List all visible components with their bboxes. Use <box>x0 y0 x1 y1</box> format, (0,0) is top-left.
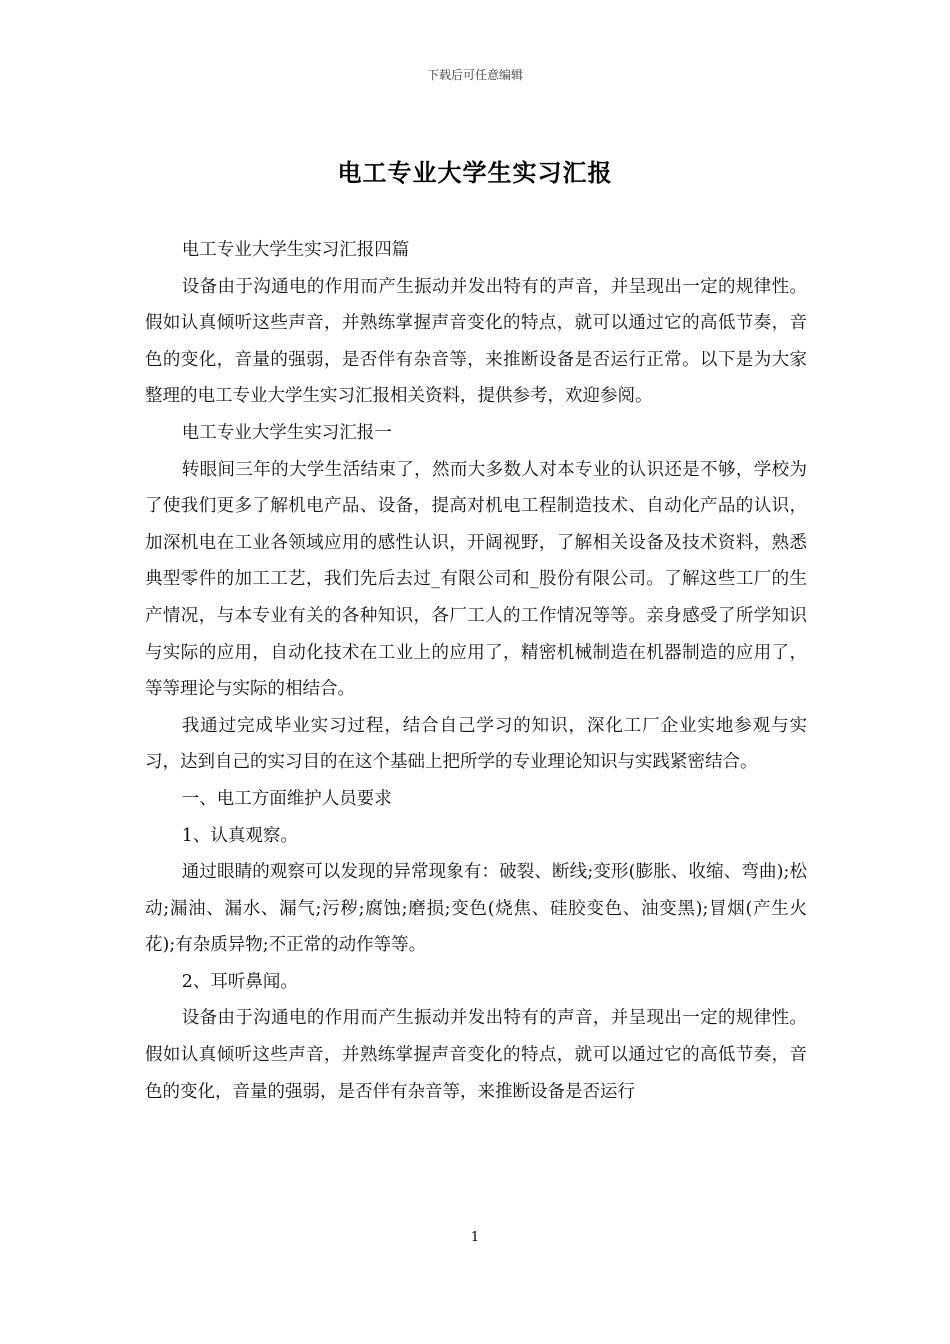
paragraph: 通过眼睛的观察可以发现的异常现象有：破裂、断线;变形(膨胀、收缩、弯曲);松动;漏油、漏水、漏气;污秽;腐蚀;磨损;变色(烧焦、硅胶变色、油变黑);冒烟(产生火花);有杂质异物;不正常的动作等等。 <box>145 862 807 956</box>
page-number: 1 <box>470 1230 480 1245</box>
paragraph: 电工专业大学生实习汇报四篇 <box>181 240 410 260</box>
paragraph: 转眼间三年的大学生活结束了，然而大多数人对本专业的认识还是不够，学校为了使我们更多了解机电产品、设备，提高对机电工程制造技术、自动化产品的认识，加深机电在工业各领域应用的感性认识，开阔视野，了解相关设备及技术资料，熟悉典型零件的加工工艺，我们先后去过_有限公司和_股份有限公司。了解这些工厂的生产情况，与本专业有关的各种知识，各厂工人的工作情况等等。亲身感受了所学知识与实际的应用，自动化技术在工业上的应用了，精密机械制造在机器制造的应用了，等等理论与实际的相结合。 <box>145 459 807 700</box>
paragraph: 1、认真观察。 <box>181 825 298 846</box>
paragraph: 电工专业大学生实习汇报一 <box>181 422 392 443</box>
paragraph: 一、电工方面维护人员要求 <box>181 788 392 809</box>
header-note: 下载后可任意编辑 <box>426 68 523 82</box>
paragraph: 设备由于沟通电的作用而产生振动并发出特有的声音，并呈现出一定的规律性。假如认真倾听这些声音，并熟练掌握声音变化的特点，就可以通过它的高低节奏，音色的变化，音量的强弱，是否伴有杂音等，来推断设备是否运行 <box>145 1008 807 1102</box>
document-body <box>145 232 807 1110</box>
paragraph: 我通过完成毕业实习过程，结合自己学习的知识，深化工厂企业实地参观与实习，达到自己的实习目的在这个基础上把所学的专业理论知识与实践紧密结合。 <box>145 715 807 773</box>
document-title: 电工专业大学生实习汇报 <box>337 158 613 187</box>
paragraph: 设备由于沟通电的作用而产生振动并发出特有的声音，并呈现出一定的规律性。假如认真倾听这些声音，并熟练掌握声音变化的特点，就可以通过它的高低节奏，音色的变化，音量的强弱，是否伴有杂音等，来推断设备是否运行正常。以下是为大家整理的电工专业大学生实习汇报相关资料，提供参考，欢迎参阅。 <box>145 276 807 407</box>
paragraph: 2、耳听鼻闻。 <box>181 971 298 992</box>
